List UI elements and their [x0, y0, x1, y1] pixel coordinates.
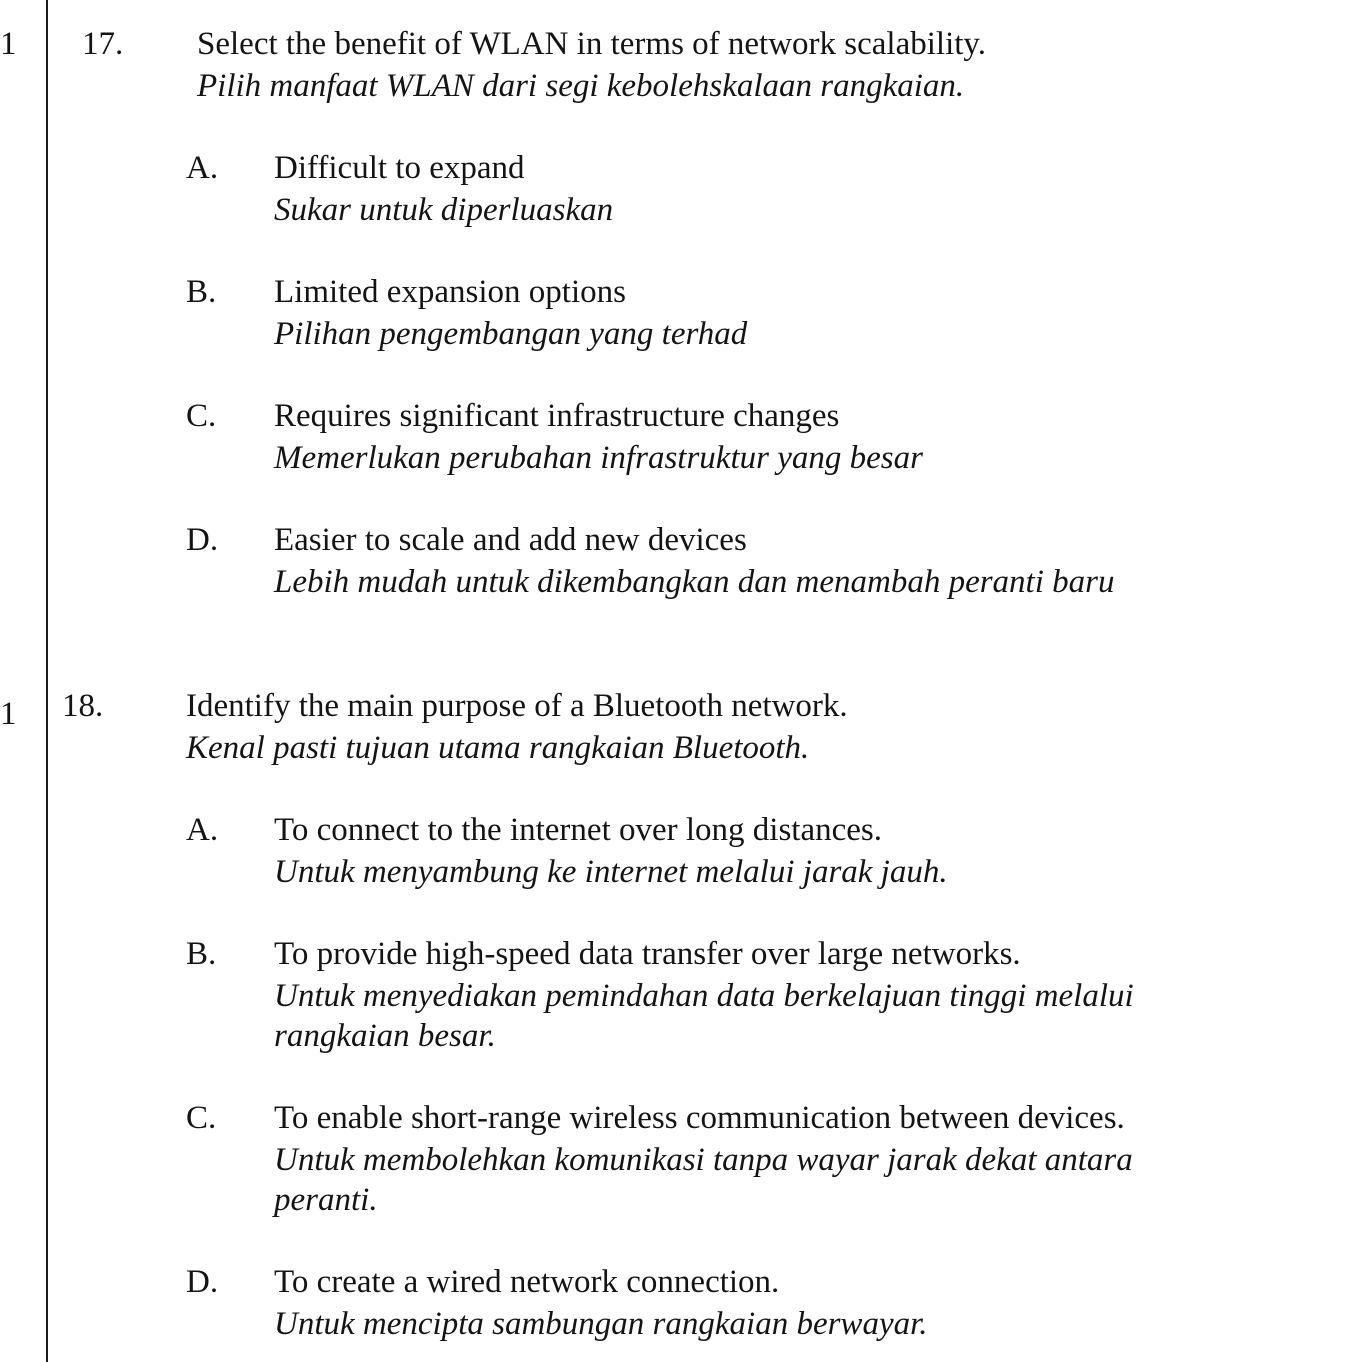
option-text-ms: Untuk menyediakan pemindahan data berkelajuan tinggi melalui	[274, 978, 1134, 1014]
option-text-ms-cont: rangkaian besar.	[274, 1018, 496, 1054]
option-letter: A.	[186, 812, 219, 848]
mark-allocation: 1	[0, 26, 17, 62]
option-letter: B.	[186, 274, 217, 310]
option-text-en: Easier to scale and add new devices	[274, 522, 747, 558]
option-text-en: Limited expansion options	[274, 274, 626, 310]
option-text-ms: Untuk mencipta sambungan rangkaian berwayar.	[274, 1306, 928, 1342]
option-text-en: To create a wired network connection.	[274, 1264, 780, 1300]
option-text-en: Requires significant infrastructure changes	[274, 398, 840, 434]
question-stem-en: Select the benefit of WLAN in terms of network scalability.	[197, 26, 987, 62]
question-number: 17.	[82, 26, 124, 62]
option-text-ms: Pilihan pengembangan yang terhad	[274, 316, 748, 352]
option-text-ms: Untuk menyambung ke internet melalui jarak jauh.	[274, 854, 948, 890]
option-text-en: Difficult to expand	[274, 150, 525, 186]
question-stem-ms: Kenal pasti tujuan utama rangkaian Bluetooth.	[186, 730, 810, 766]
option-text-ms: Sukar untuk diperluaskan	[274, 192, 614, 228]
option-letter: C.	[186, 398, 217, 434]
mark-allocation: 1	[0, 696, 17, 732]
option-text-en: To provide high-speed data transfer over large networks.	[274, 936, 1021, 972]
question-number: 18.	[62, 688, 104, 724]
option-letter: B.	[186, 936, 217, 972]
option-text-en: To connect to the internet over long distances.	[274, 812, 883, 848]
option-letter: D.	[186, 522, 219, 558]
option-letter: C.	[186, 1100, 217, 1136]
option-text-ms: Memerlukan perubahan infrastruktur yang besar	[274, 440, 923, 476]
option-text-ms-cont: peranti.	[274, 1182, 378, 1218]
question-stem-en: Identify the main purpose of a Bluetooth network.	[186, 688, 848, 724]
option-letter: D.	[186, 1264, 219, 1300]
question-stem-ms: Pilih manfaat WLAN dari segi kebolehskalaan rangkaian.	[197, 68, 965, 104]
option-letter: A.	[186, 150, 219, 186]
option-text-en: To enable short-range wireless communication between devices.	[274, 1100, 1125, 1136]
margin-rule	[46, 0, 48, 1362]
option-text-ms: Lebih mudah untuk dikembangkan dan menambah peranti baru	[274, 564, 1115, 600]
option-text-ms: Untuk membolehkan komunikasi tanpa wayar jarak dekat antara	[274, 1142, 1133, 1178]
